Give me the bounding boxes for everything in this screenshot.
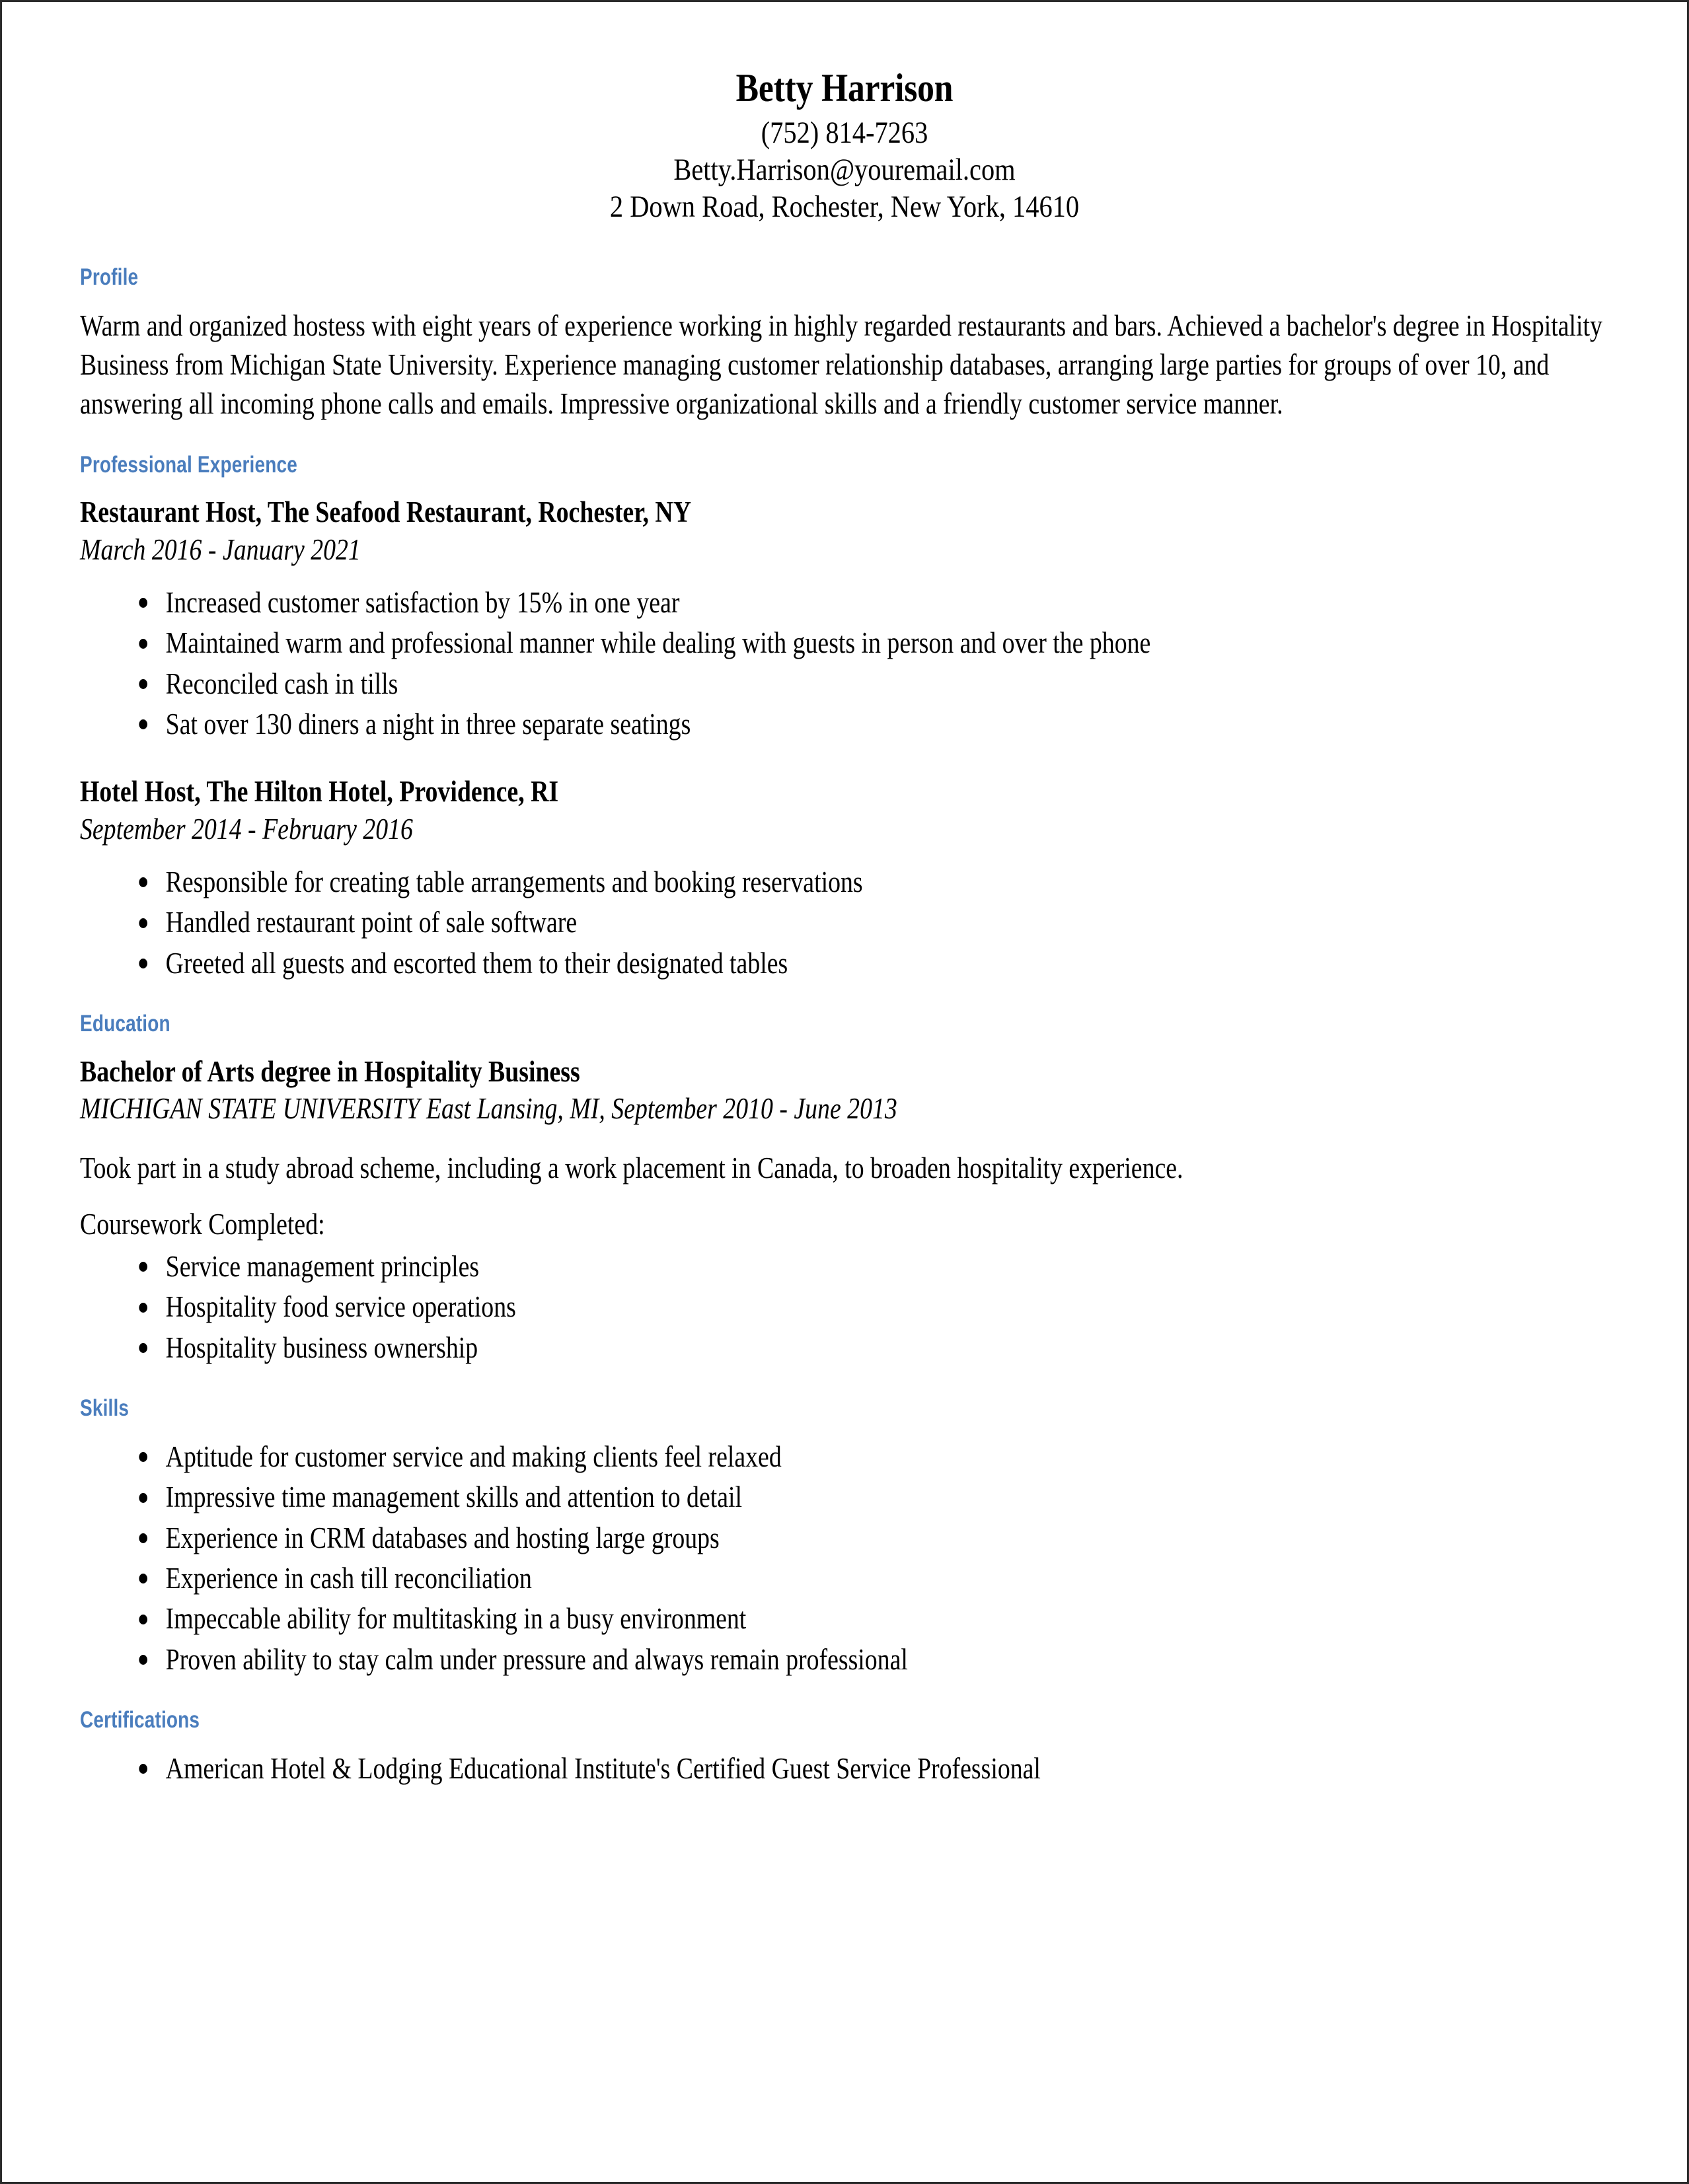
job-dates: September 2014 - February 2016 — [80, 813, 413, 846]
section-heading-certifications: Certifications — [80, 1707, 200, 1733]
bullet-dot-icon — [139, 639, 147, 649]
section-heading-profile: Profile — [80, 264, 139, 290]
list-item-text: Handled restaurant point of sale software — [165, 906, 578, 939]
job-bullet-list — [80, 583, 1609, 745]
bullet-dot-icon — [139, 1533, 147, 1543]
candidate-phone: (752) 814-7263 — [761, 115, 928, 150]
bullet-dot-icon — [139, 1262, 147, 1272]
bullet-dot-icon — [139, 1303, 147, 1313]
list-item — [137, 1247, 1625, 1286]
section-heading-skills: Skills — [80, 1395, 130, 1421]
list-item — [137, 1749, 1625, 1788]
bullet-dot-icon — [139, 679, 147, 689]
list-item — [137, 863, 1625, 902]
job-bullet-list — [80, 863, 1609, 983]
candidate-email[interactable]: Betty.Harrison@youremail.com — [673, 152, 1016, 187]
list-item-text: Sat over 130 diners a night in three separate seatings — [165, 707, 691, 741]
list-item — [137, 705, 1625, 744]
bullet-dot-icon — [139, 1493, 147, 1503]
resume-header — [80, 65, 1609, 226]
list-item-text: Increased customer satisfaction by 15% in one year — [165, 585, 680, 619]
coursework-label: Coursework Completed: — [80, 1208, 325, 1241]
experience-entry — [80, 493, 1609, 744]
coursework-list — [80, 1247, 1609, 1367]
bullet-dot-icon — [139, 1764, 147, 1774]
list-item-text: Impeccable ability for multitasking in a busy environment — [165, 1602, 747, 1636]
list-item-text: Hospitality food service operations — [165, 1290, 516, 1324]
section-heading-education: Education — [80, 1010, 170, 1037]
candidate-address: 2 Down Road, Rochester, New York, 14610 — [609, 190, 1080, 225]
list-item-text: Maintained warm and professional manner while dealing with guests in person and over the phone — [165, 626, 1151, 660]
list-item — [137, 944, 1625, 983]
candidate-name: Betty Harrison — [735, 66, 954, 110]
list-item — [137, 903, 1625, 942]
bullet-dot-icon — [139, 1343, 147, 1353]
job-title: Restaurant Host, The Seafood Restaurant, Rochester, NY — [80, 495, 692, 529]
list-item — [137, 1559, 1625, 1598]
section-experience — [80, 451, 1609, 983]
institution-line: MICHIGAN STATE UNIVERSITY East Lansing, MI, September 2010 - June 2013 — [80, 1092, 897, 1126]
list-item — [137, 1599, 1625, 1638]
section-profile — [80, 263, 1609, 424]
list-item — [137, 583, 1625, 622]
list-item — [137, 1640, 1625, 1679]
section-certifications — [80, 1706, 1609, 1788]
list-item-text: Reconciled cash in tills — [165, 667, 398, 700]
bullet-dot-icon — [139, 877, 147, 887]
list-item-text: Greeted all guests and escorted them to their designated tables — [165, 946, 788, 980]
list-item-text: Proven ability to stay calm under pressure and always remain professional — [165, 1642, 908, 1676]
section-skills — [80, 1394, 1609, 1679]
bullet-dot-icon — [139, 1655, 147, 1665]
bullet-dot-icon — [139, 918, 147, 928]
bullet-dot-icon — [139, 1574, 147, 1583]
list-item — [137, 1478, 1625, 1517]
list-item — [137, 665, 1625, 704]
list-item-text: Impressive time management skills and attention to detail — [165, 1480, 743, 1514]
resume-sheet — [2, 2, 1687, 1788]
bullet-dot-icon — [139, 598, 147, 608]
list-item-text: Aptitude for customer service and making clients feel relaxed — [165, 1439, 782, 1473]
list-item — [137, 624, 1625, 663]
skills-list — [80, 1438, 1609, 1679]
list-item-text: Responsible for creating table arrangements and booking reservations — [165, 865, 863, 898]
list-item — [137, 1329, 1625, 1367]
list-item-text: Service management principles — [165, 1249, 480, 1283]
spacer — [80, 1188, 1609, 1205]
list-item-text: American Hotel & Lodging Educational Institute's Certified Guest Service Professional — [165, 1751, 1041, 1785]
job-dates: March 2016 - January 2021 — [80, 533, 361, 567]
bullet-dot-icon — [139, 1615, 147, 1624]
bullet-dot-icon — [139, 959, 147, 968]
list-item-text: Experience in CRM databases and hosting large groups — [165, 1521, 720, 1554]
list-item-text: Hospitality business ownership — [165, 1330, 478, 1364]
experience-entry — [80, 773, 1609, 983]
section-heading-experience: Professional Experience — [80, 451, 297, 478]
section-education — [80, 1009, 1609, 1367]
list-item-text: Experience in cash till reconciliation — [165, 1561, 532, 1595]
bullet-dot-icon — [139, 719, 147, 729]
list-item — [137, 1519, 1625, 1558]
job-title: Hotel Host, The Hilton Hotel, Providence, RI — [80, 775, 559, 809]
list-item — [137, 1288, 1625, 1327]
list-item — [137, 1438, 1625, 1476]
degree-title: Bachelor of Arts degree in Hospitality Business — [80, 1054, 580, 1088]
profile-summary: Warm and organized hostess with eight years of experience working in highly regarded restaurants and bars. Achieved a bachelor's degree in Hospitality Business from Michigan State University. Experience managing customer relationship databases, arranging large parties for groups of over 10, and answering all incoming phone calls and emails. Impressive organizational skills and a friendly customer service manner. — [80, 309, 1602, 421]
education-entry — [80, 1053, 1609, 1128]
bullet-dot-icon — [139, 1452, 147, 1462]
certifications-list — [80, 1749, 1609, 1788]
education-note: Took part in a study abroad scheme, including a work placement in Canada, to broaden hospitality experience. — [80, 1151, 1183, 1185]
